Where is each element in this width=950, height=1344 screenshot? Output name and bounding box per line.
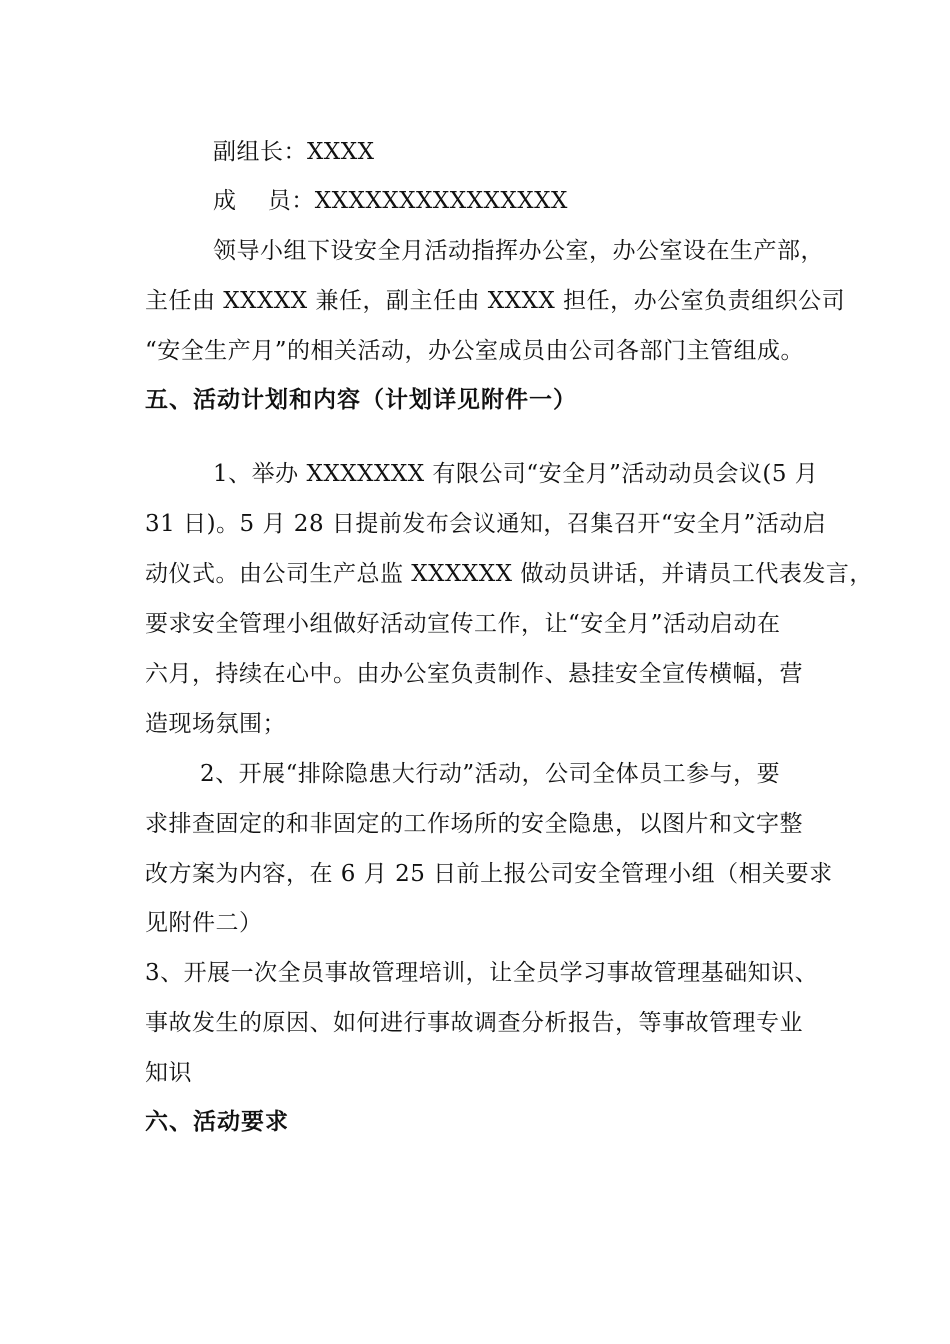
paragraph-line: 2、开展“排除隐患大行动”活动，公司全体员工参与，要 — [200, 761, 781, 787]
section-heading-5: 五、活动计划和内容（计划详见附件一） — [145, 387, 577, 413]
paragraph-line: 见附件二） — [145, 910, 263, 936]
section-heading-6: 六、活动要求 — [145, 1109, 289, 1135]
paragraph-line: 求排查固定的和非固定的工作场所的安全隐患，以图片和文字整 — [145, 811, 803, 837]
paragraph-line: 领导小组下设安全月活动指挥办公室，办公室设在生产部， — [213, 238, 824, 264]
paragraph-line: 31 日)。5 月 28 日提前发布会议通知，召集召开“安全月”活动启 — [145, 511, 827, 537]
deputy-leader-line: 副组长：XXXX — [213, 139, 375, 165]
paragraph-line: 造现场氛围； — [145, 711, 286, 737]
paragraph-line: 知识 — [145, 1060, 192, 1086]
paragraph-line: 要求安全管理小组做好活动宣传工作，让“安全月”活动启动在 — [145, 611, 781, 637]
paragraph-line: 动仪式。由公司生产总监 XXXXXX 做动员讲话，并请员工代表发言， — [145, 561, 873, 587]
paragraph-line: 六月，持续在心中。由办公室负责制作、悬挂安全宣传横幅，营 — [145, 661, 803, 687]
paragraph-line: 改方案为内容，在 6 月 25 日前上报公司安全管理小组（相关要求 — [145, 861, 833, 887]
paragraph-line: “安全生产月”的相关活动，办公室成员由公司各部门主管组成。 — [145, 338, 805, 364]
paragraph-line: 3、开展一次全员事故管理培训，让全员学习事故管理基础知识、 — [145, 960, 819, 986]
paragraph-line: 事故发生的原因、如何进行事故调查分析报告，等事故管理专业 — [145, 1010, 803, 1036]
members-line: 成 员：XXXXXXXXXXXXXXX — [213, 188, 568, 214]
paragraph-line: 1、举办 XXXXXXX 有限公司“安全月”活动动员会议(5 月 — [213, 461, 819, 487]
paragraph-line: 主任由 XXXXX 兼任，副主任由 XXXX 担任，办公室负责组织公司 — [145, 288, 846, 314]
